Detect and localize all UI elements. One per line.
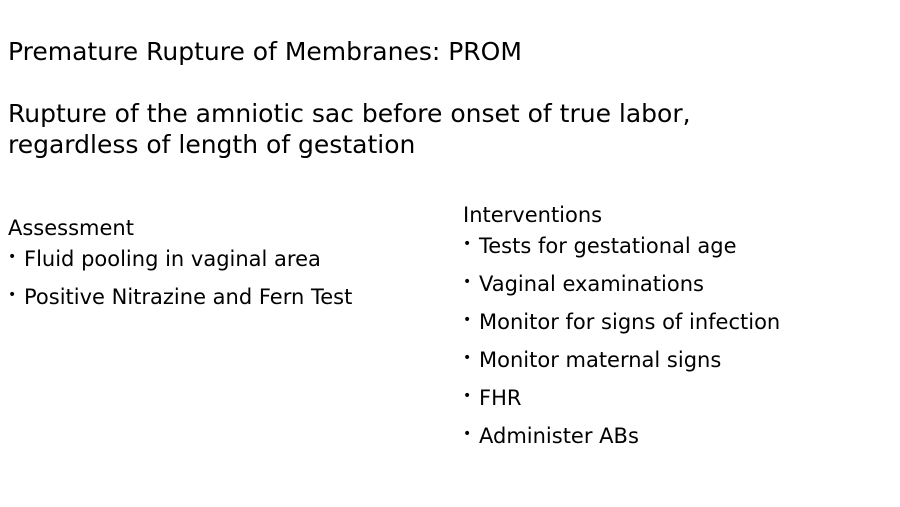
list-item-text: Positive Nitrazine and Fern Test <box>24 285 353 309</box>
bullet-icon: • <box>8 287 17 303</box>
interventions-column <box>463 201 893 459</box>
assessment-list <box>8 244 428 320</box>
bullet-icon: • <box>463 312 472 328</box>
list-item-text: Tests for gestational age <box>479 234 737 258</box>
list-item-text: Monitor for signs of infection <box>479 310 781 334</box>
title-line-definition-2: regardless of length of gestation <box>8 130 416 159</box>
list-item-text: Vaginal examinations <box>479 272 704 296</box>
list-item <box>8 244 428 282</box>
list-item <box>463 269 893 307</box>
list-item <box>8 282 428 320</box>
list-item <box>463 383 893 421</box>
bullet-icon: • <box>463 274 472 290</box>
list-item-text: Administer ABs <box>479 424 639 448</box>
list-item-text: Fluid pooling in vaginal area <box>24 247 321 271</box>
list-item-text: FHR <box>479 386 522 410</box>
assessment-heading: Assessment <box>8 216 134 240</box>
title-spacer <box>8 67 888 98</box>
bullet-icon: • <box>463 388 472 404</box>
title-line-definition-1: Rupture of the amniotic sac before onset of true labor, <box>8 99 691 128</box>
interventions-heading: Interventions <box>463 203 603 227</box>
interventions-list <box>463 231 893 459</box>
list-item-text: Monitor maternal signs <box>479 348 722 372</box>
bullet-icon: • <box>8 249 17 265</box>
assessment-column <box>8 214 428 320</box>
slide-title <box>8 36 888 160</box>
list-item <box>463 307 893 345</box>
list-item <box>463 345 893 383</box>
list-item <box>463 421 893 459</box>
title-line-main: Premature Rupture of Membranes: PROM <box>8 37 522 66</box>
bullet-icon: • <box>463 350 472 366</box>
bullet-icon: • <box>463 426 472 442</box>
list-item <box>463 231 893 269</box>
bullet-icon: • <box>463 236 472 252</box>
